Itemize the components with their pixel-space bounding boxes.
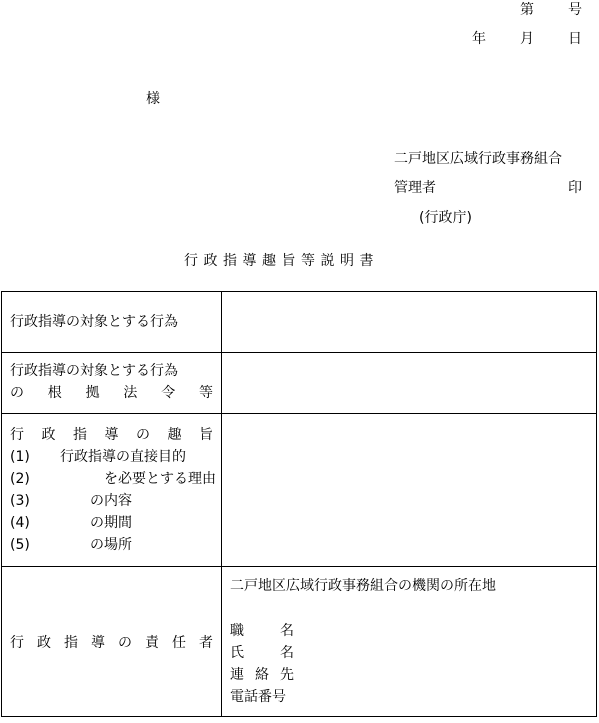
item-text: の期間: [90, 515, 132, 531]
field-position-char1: 職: [230, 623, 244, 639]
item-number: (2): [10, 471, 30, 487]
field-name-char1: 氏: [230, 645, 244, 661]
document-title: 行政指導趣旨等説明書: [184, 253, 379, 269]
row1-value-cell[interactable]: [222, 292, 597, 353]
item-text: を必要とする理由: [104, 471, 216, 487]
table-row: [2, 353, 597, 414]
sender-agency: (行政庁): [419, 210, 472, 226]
sender-organization: 二戸地区広域行政事務組合: [394, 151, 562, 167]
row-label-cell: [2, 414, 222, 567]
row2-value-cell[interactable]: [222, 353, 597, 414]
office-location-label: 二戸地区広域行政事務組合の機関の所在地: [230, 578, 496, 594]
row2-label-line1: 行政指導の対象とする行為: [10, 363, 178, 379]
item-number: (1): [10, 449, 30, 465]
row3-heading: 行 政 指 導 の 趣 旨: [10, 427, 213, 443]
table-row: [2, 292, 597, 353]
row-label-cell: [2, 353, 222, 414]
date-line: [0, 32, 599, 50]
document-number-line: [0, 3, 599, 21]
date-month-label: 月: [520, 31, 534, 47]
row4-label: 行 政 指 導 の 責 任 者: [10, 635, 213, 651]
row2-label-line2: の 根 拠 法 令 等: [10, 385, 213, 401]
row-label-cell: [2, 567, 222, 717]
item-number: (3): [10, 493, 30, 509]
item-text: 行政指導の直接目的: [60, 449, 186, 465]
field-contact-char1: 連: [230, 667, 244, 683]
row1-label: 行政指導の対象とする行為: [10, 314, 178, 330]
row3-value-cell[interactable]: [222, 414, 597, 567]
date-day-label: 日: [568, 31, 582, 47]
field-position-char2: 名: [280, 623, 294, 639]
item-number: (4): [10, 515, 30, 531]
number-go-label: 号: [568, 2, 582, 18]
field-contact-char3: 先: [280, 667, 294, 683]
seal-mark: 印: [568, 180, 582, 196]
row-label-cell: [2, 292, 222, 353]
number-dai-label: 第: [520, 2, 534, 18]
date-year-label: 年: [472, 31, 486, 47]
row4-value-cell[interactable]: [222, 567, 597, 717]
guidance-form-table: [1, 291, 597, 717]
recipient-suffix: 様: [146, 91, 160, 107]
field-phone-label: 電話番号: [230, 689, 286, 705]
sender-manager: 管理者: [394, 180, 436, 196]
item-text: の内容: [90, 493, 132, 509]
item-text: の場所: [90, 537, 132, 553]
field-name-char2: 名: [280, 645, 294, 661]
field-contact-char2: 絡: [255, 667, 269, 683]
item-number: (5): [10, 537, 30, 553]
table-row: [2, 567, 597, 717]
table-row: [2, 414, 597, 567]
